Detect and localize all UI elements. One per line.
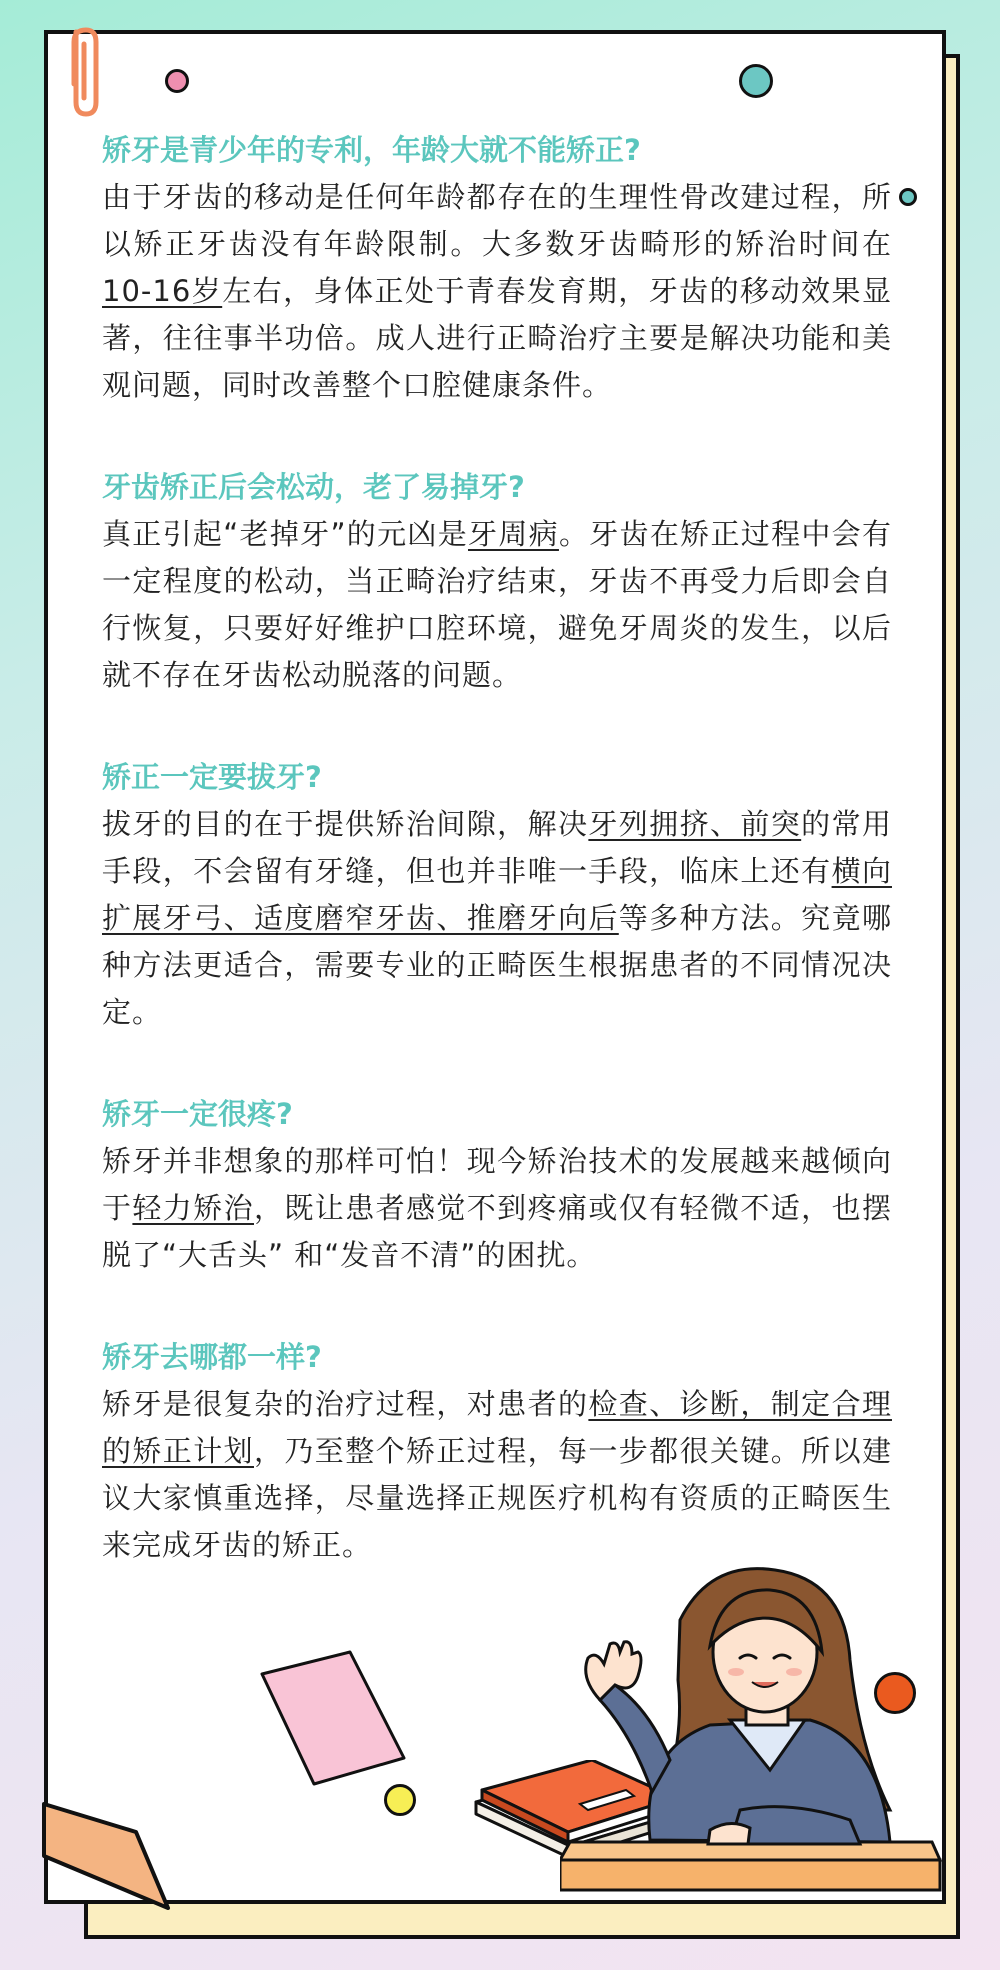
faq-answer	[102, 801, 892, 1036]
folded-corner	[40, 1800, 180, 1910]
faq-section	[102, 755, 892, 1036]
faq-question: 矫牙一定很疼?	[102, 1097, 293, 1131]
faq-section	[102, 465, 892, 699]
paperclip-icon	[64, 24, 104, 120]
answer-text: 左右，身体正处于青春发育期，牙齿的移动效果显著，往往事半功倍。成人进行正畸治疗主要是解决功能和美观问题，同时改善整个口腔健康条件。	[102, 274, 892, 402]
faq-answer	[102, 1381, 892, 1569]
answer-text: 矫牙并非想象的那样可怕！现今矫治技术的发展越来越倾向于	[102, 1144, 892, 1225]
answer-text: 由于牙齿的移动是任何年龄都存在的生理性骨改建过程，所以矫正牙齿没有年龄限制。大多数牙齿畸形的矫治时间在	[102, 180, 892, 261]
pink-paper	[258, 1648, 408, 1788]
faq-question: 矫牙去哪都一样?	[102, 1340, 322, 1374]
faq-question: 矫牙是青少年的专利，年龄大就不能矫正?	[102, 133, 641, 167]
faq-section	[102, 128, 892, 409]
answer-text: ，乃至整个矫正过程，每一步都很关键。所以建议大家慎重选择，尽量选择正规医疗机构有资质的正畸医生来完成牙齿的矫正。	[102, 1434, 892, 1562]
faq-answer	[102, 1138, 892, 1279]
answer-text: 拔牙的目的在于提供矫治间隙，解决	[102, 807, 589, 841]
answer-text: 。牙齿在矫正过程中会有一定程度的松动，当正畸治疗结束，牙齿不再受力后即会自行恢复，只要好好维护口腔环境，避免牙周炎的发生，以后就不存在牙齿松动脱落的问题。	[102, 517, 892, 692]
answer-text: 真正引起“老掉牙”的元凶是	[102, 517, 469, 551]
answer-text: 等多种方法。究竟哪种方法更适合，需要专业的正畸医生根据患者的不同情况决定。	[102, 901, 892, 1029]
doctor-woman-illustration	[560, 1560, 950, 1900]
underlined-keyword: 检查、诊断，制定合理的矫正计划	[102, 1387, 892, 1468]
faq-section	[102, 1092, 892, 1279]
dot-yellow	[384, 1784, 416, 1816]
answer-text: 的常用手段，不会留有牙缝，但也并非唯一手段，临床上还有	[102, 807, 892, 888]
answer-text: ，既让患者感觉不到疼痛或仅有轻微不适，也摆脱了“大舌头” 和“发音不清”的困扰。	[102, 1191, 892, 1272]
underlined-keyword: 牙周病	[468, 517, 559, 551]
underlined-keyword: 10-16岁	[102, 274, 223, 308]
faq-question: 矫正一定要拔牙?	[102, 760, 322, 794]
faq-question: 牙齿矫正后会松动，老了易掉牙?	[102, 470, 525, 504]
faq-answer	[102, 174, 892, 409]
faq-answer	[102, 511, 892, 699]
dot-teal	[739, 64, 773, 98]
underlined-keyword: 牙列拥挤、前突	[588, 807, 802, 841]
dot-teal-small	[899, 188, 917, 206]
answer-text: 矫牙是很复杂的治疗过程，对患者的	[102, 1387, 589, 1421]
faq-section	[102, 1335, 892, 1569]
article-content	[102, 128, 892, 1625]
underlined-keyword: 横向扩展牙弓、适度磨窄牙齿、推磨牙向后	[102, 854, 892, 935]
dot-pink	[165, 69, 189, 93]
underlined-keyword: 轻力矫治	[132, 1191, 254, 1225]
